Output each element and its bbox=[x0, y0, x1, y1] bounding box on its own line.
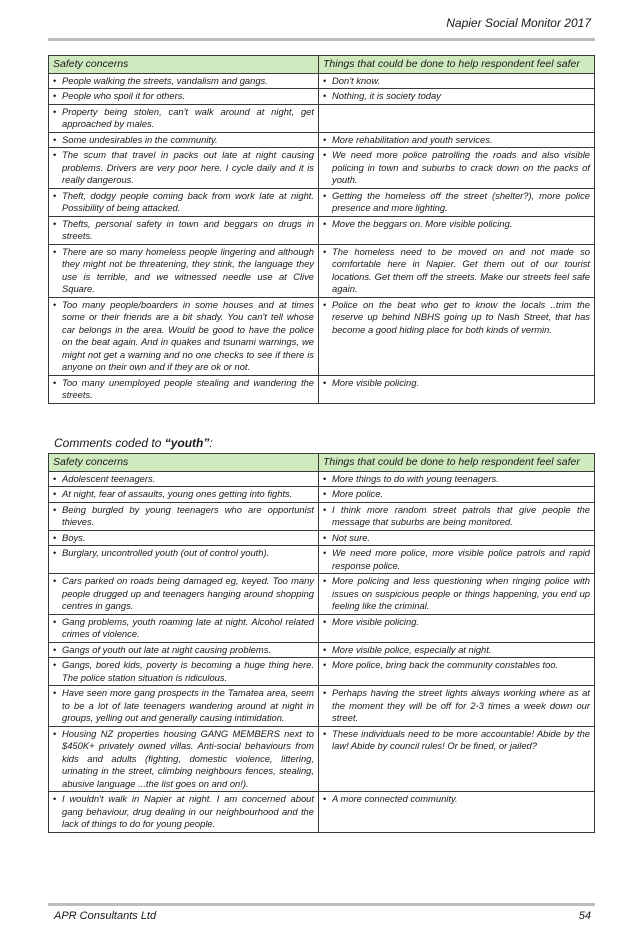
action-cell bbox=[319, 244, 595, 297]
concern-cell bbox=[49, 375, 319, 403]
concern-text: • Housing NZ properties housing GANG MEMBERS next to $450K+ privately owned villas. Anti-social behaviours from kids and adults (fighting, domestic violence, littering, urinating in the street, climbing neighbours fences, stealing, abusive language ...the list goes on and on!). bbox=[53, 728, 314, 791]
action-text: • A more connected community. bbox=[323, 793, 590, 806]
concern-text: • I wouldn't walk in Napier at night. I am concerned about gang behaviour, drug dealing in our neighbourhood and the lack of things to do for young people. bbox=[53, 793, 314, 831]
concern-text: • Burglary, uncontrolled youth (out of control youth). bbox=[53, 547, 314, 560]
concern-text: • Boys. bbox=[53, 532, 314, 545]
action-cell bbox=[319, 104, 595, 132]
table-row bbox=[49, 614, 595, 642]
section-heading-prefix: Comments coded to bbox=[54, 436, 165, 450]
table-row bbox=[49, 502, 595, 530]
concern-cell bbox=[49, 148, 319, 189]
concern-cell bbox=[49, 132, 319, 148]
table-row bbox=[49, 658, 595, 686]
action-text: • The homeless need to be moved on and not made so comfortable here in Napier. Get them out of our tourist locations. Get them off the streets. Make our streets feel safe again. bbox=[323, 246, 590, 296]
table-row bbox=[49, 530, 595, 546]
table-row bbox=[49, 73, 595, 89]
section-heading-suffix: : bbox=[209, 436, 213, 450]
table-row bbox=[49, 104, 595, 132]
action-text: • Don't know. bbox=[323, 75, 590, 88]
concern-text: • Adolescent teenagers. bbox=[53, 473, 314, 486]
safety-concerns-table-general bbox=[48, 55, 595, 404]
table-row bbox=[49, 686, 595, 727]
table-row bbox=[49, 574, 595, 615]
concern-cell bbox=[49, 89, 319, 105]
action-text: • More police. bbox=[323, 488, 590, 501]
action-cell bbox=[319, 574, 595, 615]
concern-cell bbox=[49, 642, 319, 658]
action-cell bbox=[319, 471, 595, 487]
action-cell bbox=[319, 642, 595, 658]
table-body bbox=[49, 73, 595, 403]
table-body bbox=[49, 471, 595, 832]
concern-cell bbox=[49, 73, 319, 89]
concern-text: • People who spoil it for others. bbox=[53, 90, 314, 103]
action-cell bbox=[319, 132, 595, 148]
action-text: • More rehabilitation and youth services. bbox=[323, 134, 590, 147]
action-cell bbox=[319, 216, 595, 244]
action-text: • Police on the beat who get to know the locals ..trim the reserve up behind NBHS going up to Nash Street, that has become a good hiding place for both kinds of vermin. bbox=[323, 299, 590, 337]
action-text: • More police, bring back the community constables too. bbox=[323, 659, 590, 672]
table-row bbox=[49, 375, 595, 403]
concern-cell bbox=[49, 574, 319, 615]
action-cell bbox=[319, 546, 595, 574]
action-text: • More visible policing. bbox=[323, 377, 590, 390]
concern-text: • The scum that travel in packs out late at night causing problems. Drivers are very poor here. I cycle daily and it is really dangerous. bbox=[53, 149, 314, 187]
table-row bbox=[49, 216, 595, 244]
column-header-actions: Things that could be done to help respondent feel safer bbox=[319, 454, 595, 472]
action-text: • We need more police patrolling the roads and also visible policing in town and suburbs to crack down on the packs of youth. bbox=[323, 149, 590, 187]
page-header-title: Napier Social Monitor 2017 bbox=[446, 16, 591, 30]
column-header-concerns: Safety concerns bbox=[49, 454, 319, 472]
action-text: • Not sure. bbox=[323, 532, 590, 545]
concern-cell bbox=[49, 614, 319, 642]
action-text: • More visible policing. bbox=[323, 616, 590, 629]
safety-concerns-table-youth bbox=[48, 453, 595, 833]
action-cell bbox=[319, 726, 595, 792]
concern-text: • Cars parked on roads being damaged eg, keyed. Too many people drugged up and teenagers hanging around shopping centres in gangs. bbox=[53, 575, 314, 613]
concern-text: • Too many people/boarders in some houses and at times some or their friends are a bit shady. You can't tell whose car belongs in the area. Would be good to have the police on the beat again. And in quakes and tsunami warnings, we might not get a warning and no one checks to see if there is anyone on their own and if they are ok or not. bbox=[53, 299, 314, 374]
concern-cell bbox=[49, 792, 319, 833]
concern-text: • People walking the streets, vandalism and gangs. bbox=[53, 75, 314, 88]
action-cell bbox=[319, 792, 595, 833]
action-cell bbox=[319, 73, 595, 89]
column-header-actions: Things that could be done to help respondent feel safer bbox=[319, 56, 595, 74]
action-cell bbox=[319, 89, 595, 105]
concern-cell bbox=[49, 487, 319, 503]
table-row bbox=[49, 726, 595, 792]
table-row bbox=[49, 89, 595, 105]
concern-text: • Gangs of youth out late at night causing problems. bbox=[53, 644, 314, 657]
action-text: • Getting the homeless off the street (shelter?), more police presence and more lighting. bbox=[323, 190, 590, 215]
concern-text: • Gangs, bored kids, poverty is becoming a huge thing here. The police station situation is ridiculous. bbox=[53, 659, 314, 684]
action-cell bbox=[319, 530, 595, 546]
action-cell bbox=[319, 686, 595, 727]
concern-text: • Have seen more gang prospects in the Tamatea area, seem to be a lot of late teenagers wandering around at night in groups, yelling out and generally causing intimidation. bbox=[53, 687, 314, 725]
concern-text: • Property being stolen, can't walk around at night, get approached by males. bbox=[53, 106, 314, 131]
action-text: • These individuals need to be more accountable! Abide by the law! Abide by council rules! Or be fined, or jailed? bbox=[323, 728, 590, 753]
action-text: • We need more police, more visible police patrols and rapid response police. bbox=[323, 547, 590, 572]
action-cell bbox=[319, 375, 595, 403]
table-header-row bbox=[49, 454, 595, 472]
table-row bbox=[49, 487, 595, 503]
action-cell bbox=[319, 148, 595, 189]
concern-cell bbox=[49, 188, 319, 216]
concern-text: • Being burgled by young teenagers who are opportunist thieves. bbox=[53, 504, 314, 529]
concern-cell bbox=[49, 686, 319, 727]
action-cell bbox=[319, 188, 595, 216]
action-cell bbox=[319, 487, 595, 503]
footer-company: APR Consultants Ltd bbox=[54, 910, 157, 922]
table-row bbox=[49, 132, 595, 148]
action-text: • Move the beggars on. More visible policing. bbox=[323, 218, 590, 231]
page-number: 54 bbox=[578, 910, 591, 922]
table-row bbox=[49, 642, 595, 658]
action-text: • More visible police, especially at night. bbox=[323, 644, 590, 657]
action-text: • Nothing, it is society today bbox=[323, 90, 590, 103]
table-row bbox=[49, 297, 595, 375]
concern-cell bbox=[49, 502, 319, 530]
table-row bbox=[49, 148, 595, 189]
concern-text: • Some undesirables in the community. bbox=[53, 134, 314, 147]
concern-cell bbox=[49, 658, 319, 686]
section-heading-youth bbox=[54, 436, 213, 450]
action-text: • I think more random street patrols that give people the message that suburbs are being monitored. bbox=[323, 504, 590, 529]
action-text: • More policing and less questioning when ringing police with issues on suspicious people or things happening, you end up feeling like the criminal. bbox=[323, 575, 590, 613]
table-row bbox=[49, 244, 595, 297]
action-cell bbox=[319, 658, 595, 686]
table-row bbox=[49, 546, 595, 574]
column-header-concerns: Safety concerns bbox=[49, 56, 319, 74]
concern-cell bbox=[49, 530, 319, 546]
concern-text: • Too many unemployed people stealing and wandering the streets. bbox=[53, 377, 314, 402]
concern-cell bbox=[49, 471, 319, 487]
action-text: • More things to do with young teenagers. bbox=[323, 473, 590, 486]
action-cell bbox=[319, 502, 595, 530]
action-cell bbox=[319, 297, 595, 375]
section-heading-keyword: “youth” bbox=[164, 436, 210, 450]
header-divider bbox=[48, 38, 595, 41]
concern-text: • At night, fear of assaults, young ones getting into fights. bbox=[53, 488, 314, 501]
concern-cell bbox=[49, 244, 319, 297]
concern-text: • There are so many homeless people lingering and although they might not be threatening, they stink, the language they use is terrible, and we witnessed needle use at Clive Square. bbox=[53, 246, 314, 296]
concern-cell bbox=[49, 546, 319, 574]
table-row bbox=[49, 471, 595, 487]
footer-divider bbox=[48, 903, 595, 906]
concern-cell bbox=[49, 726, 319, 792]
concern-text: • Theft, dodgy people coming back from work late at night. Possibility of being attacked. bbox=[53, 190, 314, 215]
concern-cell bbox=[49, 297, 319, 375]
action-cell bbox=[319, 614, 595, 642]
action-text: • Perhaps having the street lights always working where as at the moment they will be off for 2-3 times a week down our street. bbox=[323, 687, 590, 725]
concern-cell bbox=[49, 104, 319, 132]
table-header-row bbox=[49, 56, 595, 74]
concern-text: • Gang problems, youth roaming late at night. Alcohol related crimes of violence. bbox=[53, 616, 314, 641]
table-row bbox=[49, 792, 595, 833]
concern-text: • Thefts, personal safety in town and beggars on drugs in streets. bbox=[53, 218, 314, 243]
table-row bbox=[49, 188, 595, 216]
concern-cell bbox=[49, 216, 319, 244]
